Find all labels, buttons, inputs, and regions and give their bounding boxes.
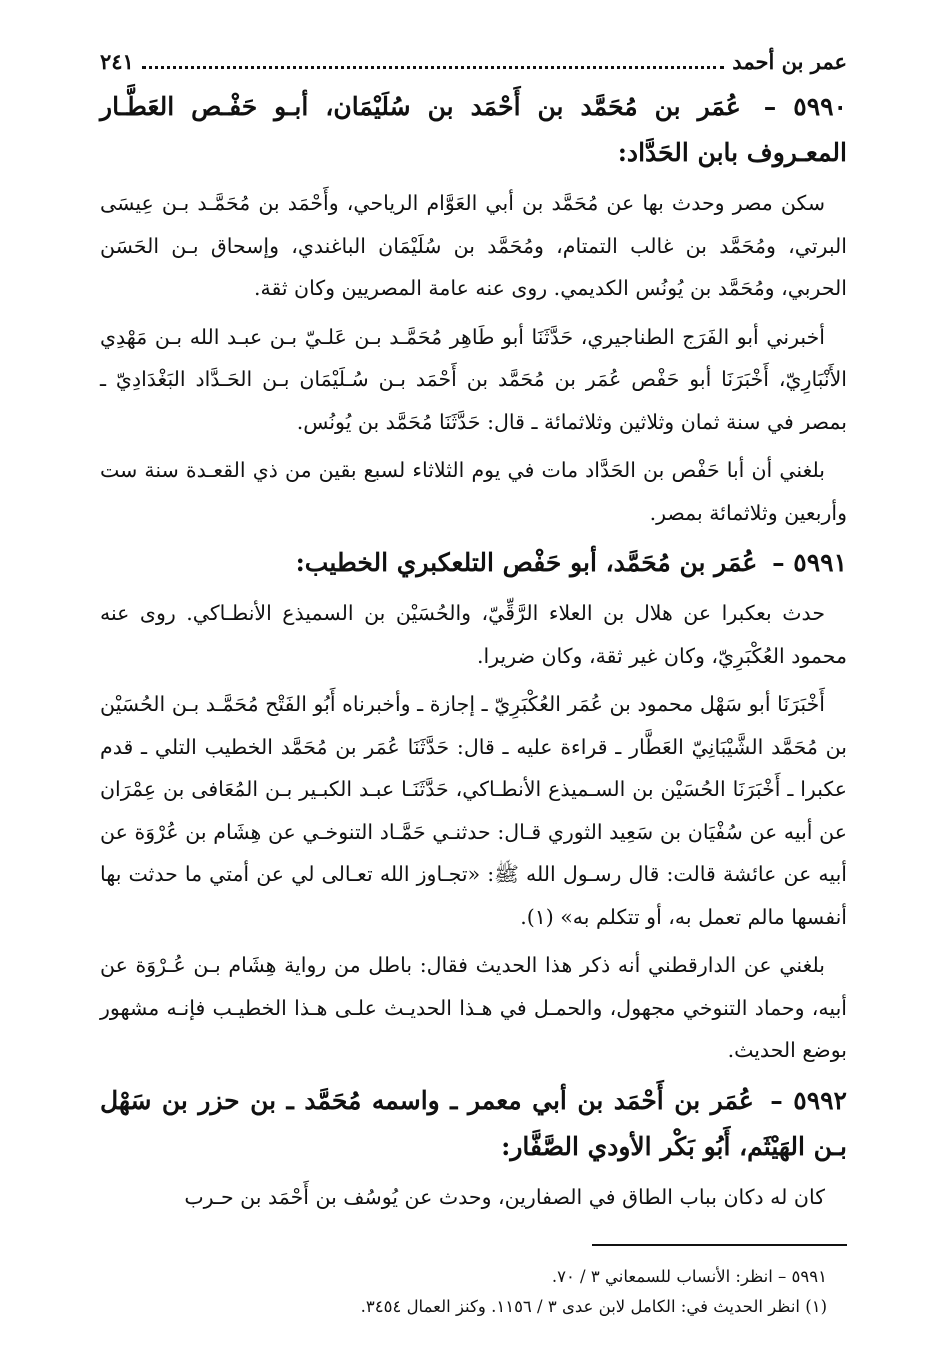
paragraph: بلغني عن الدارقطني أنه ذكر هذا الحديث فقال: باطل من رواية هِشَام بـن عُـرْوَة عن أبيه، وحماد التنوخي مجهول، والحمـل في هـذا الحديـث علـى هـذا الخطيـب فإنـه مشهور بوضع الحديث.	[100, 953, 847, 1062]
paragraph: أخبرني أبو الفَرَج الطناجيري، حَدَّثَنَا أبو طَاهِر مُحَمَّـد بـن عَلـيّ بـن عبـد الله بـن مَهْدِي الأَنْبَارِيّ، أَخْبَرَنَا أبو حَفْص عُمَر بن مُحَمَّد بن أَحْمَد بـن سُـلَيْمَان بـن الحَـدَّاد البَغْدَادِيّ ـ بمصر في سنة ثمان وثلاثين وثلاثمائة ـ قال: حَدَّثَنَا مُحَمَّد بن يُونُس.	[100, 324, 847, 434]
entry-heading	[100, 84, 847, 176]
entry-5990	[100, 84, 847, 534]
entry-number: ٥٩٩١ –	[772, 548, 847, 577]
paragraph: سكن مصر وحدث بها عن مُحَمَّد بن أبي العَوَّام الرياحي، وأَحْمَد بن مُحَمَّـد بـن عِيسَى البرتي، ومُحَمَّد بن غالب التمتام، ومُحَمَّد بن سُلَيْمَان الباغندي، وإسحاق بـن الحَسَن الحربي، ومُحَمَّد بن يُونُس الكديمي. روى عنه عامة المصريين وكان ثقة.	[100, 191, 847, 300]
entry-title: عُمَر بن أَحْمَد بن أبي معمر ـ واسمه مُحَمَّد ـ بن حزر بن سَهْل بـن الهَيْثَم، أَبُو بَكْر الأودي الصَّفَّار:	[100, 1085, 847, 1161]
paragraph: بلغني أن أبا حَفْص بن الحَدَّاد مات في يوم الثلاثاء لسبع بقين من ذي القعـدة سنة ست وأربعين وثلاثمائة بمصر.	[100, 458, 847, 525]
page-number: ٢٤١	[100, 48, 134, 74]
footnote: ٥٩٩١ – انظر: الأنساب للسمعاني ٣ / ٧٠.	[551, 1267, 827, 1286]
page-body	[100, 84, 847, 1224]
paragraph: كان له دكان بباب الطاق في الصفارين، وحدث عن يُوسُف بن أَحْمَد بن حـرب	[184, 1184, 825, 1209]
entry-number: ٥٩٩٠ –	[763, 92, 847, 121]
paragraph: أَخْبَرَنَا أبو سَهْل محمود بن عُمَر العُكْبَرِيّ ـ إجازة ـ وأخبرناه أَبُو الفَتْح مُحَمَّـد بـن الحُسَيْن بن مُحَمَّد الشَّيْبَانِيّ العَطَّار ـ قراءة عليه ـ قال: حَدَّثَنَا عُمَر بن مُحَمَّد الخطيب التلي ـ قدم عكبرا ـ أَخْبَرَنَا الحُسَيْن بن السـميذع الأنطـاكي، حَدَّثَنَـا عبـد الكبـير بـن المُعَافى بن عِمْرَان عن أبيه عن سُفْيَان بن سَعِيد الثوري قـال: حدثنـي حَمَّـاد التنوخـي عن هِشَام بن عُرْوَة عن أبيه عن عائشة قالت: قال رسـول الله ﷺ: «تجـاوز الله تعـالى لي عن أمتي ما حدثت بها أنفسها مالم تعمل به، أو تتكلم به» (١).	[100, 692, 847, 929]
footnote-separator	[592, 1244, 847, 1246]
running-title: عمر بن أحمد	[732, 48, 847, 74]
entry-heading	[100, 1078, 847, 1170]
header-dot-leader	[142, 66, 724, 69]
entry-heading	[100, 540, 847, 586]
entry-5992	[100, 1078, 847, 1219]
entry-title: عُمَر بن مُحَمَّد بن أَحْمَد بن سُلَيْمَان، أبـو حَفْـص العَطَّـار المعـروف بابن الحَدَّاد:	[100, 92, 847, 167]
footnote: (١) انظر الحديث في: الكامل لابن عدى ٣ / ١١٥٦. وكنز العمال ٣٤٥٤.	[360, 1297, 827, 1316]
entry-5991	[100, 540, 847, 1072]
footnotes	[100, 1262, 842, 1322]
entry-title: عُمَر بن مُحَمَّد، أبو حَفْص التلعكبري الخطيب:	[295, 548, 758, 577]
entry-number: ٥٩٩٢ –	[770, 1085, 847, 1115]
paragraph: حدث بعكبرا عن هلال بن العلاء الرَّقِّيّ، والحُسَيْن بن السميذع الأنطـاكي. روى عنه محمود العُكْبَرِيّ، وكان غير ثقة، وكان ضريرا.	[100, 601, 847, 668]
page-header	[100, 44, 847, 78]
